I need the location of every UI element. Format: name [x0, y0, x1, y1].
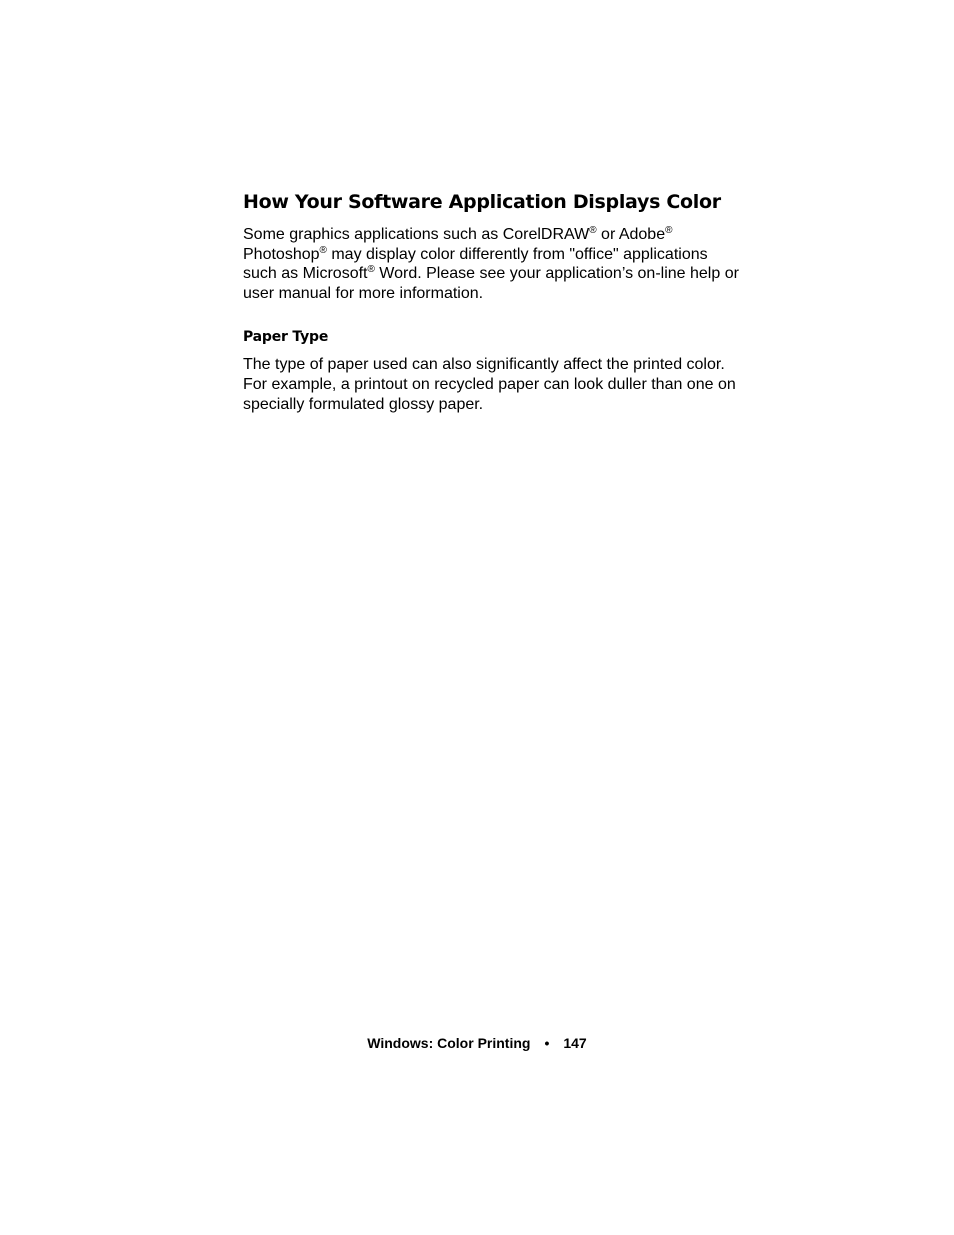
- subsection-heading: Paper Type: [243, 329, 329, 346]
- footer-separator: •: [544, 1035, 550, 1051]
- paragraph-text: Photoshop: [243, 245, 320, 263]
- registered-mark: ®: [367, 264, 375, 276]
- paragraph-text: may display color differently from "office" applications such as Microsoft: [243, 245, 708, 283]
- subsection-paragraph: The type of paper used can also significantly affect the printed color. For example, a printout on recycled paper can look duller than one on specially formulated glossy paper.: [243, 356, 736, 413]
- footer-chapter-title: Windows: Color Printing: [367, 1035, 531, 1051]
- paragraph-text: Word. Please see your application’s on-line help or user manual for more information.: [243, 265, 739, 302]
- paragraph-text: or Adobe: [596, 226, 666, 243]
- registered-mark: ®: [665, 225, 673, 236]
- page-content: [243, 188, 743, 414]
- footer-page-number: 147: [563, 1035, 587, 1051]
- page-footer: [0, 1033, 954, 1053]
- registered-mark: ®: [589, 225, 597, 236]
- registered-mark: ®: [319, 244, 327, 256]
- paragraph-text: Some graphics applications such as CorelDRAW: [243, 226, 590, 243]
- section-paragraph: [243, 225, 743, 303]
- section-heading: How Your Software Application Displays Color: [243, 191, 721, 213]
